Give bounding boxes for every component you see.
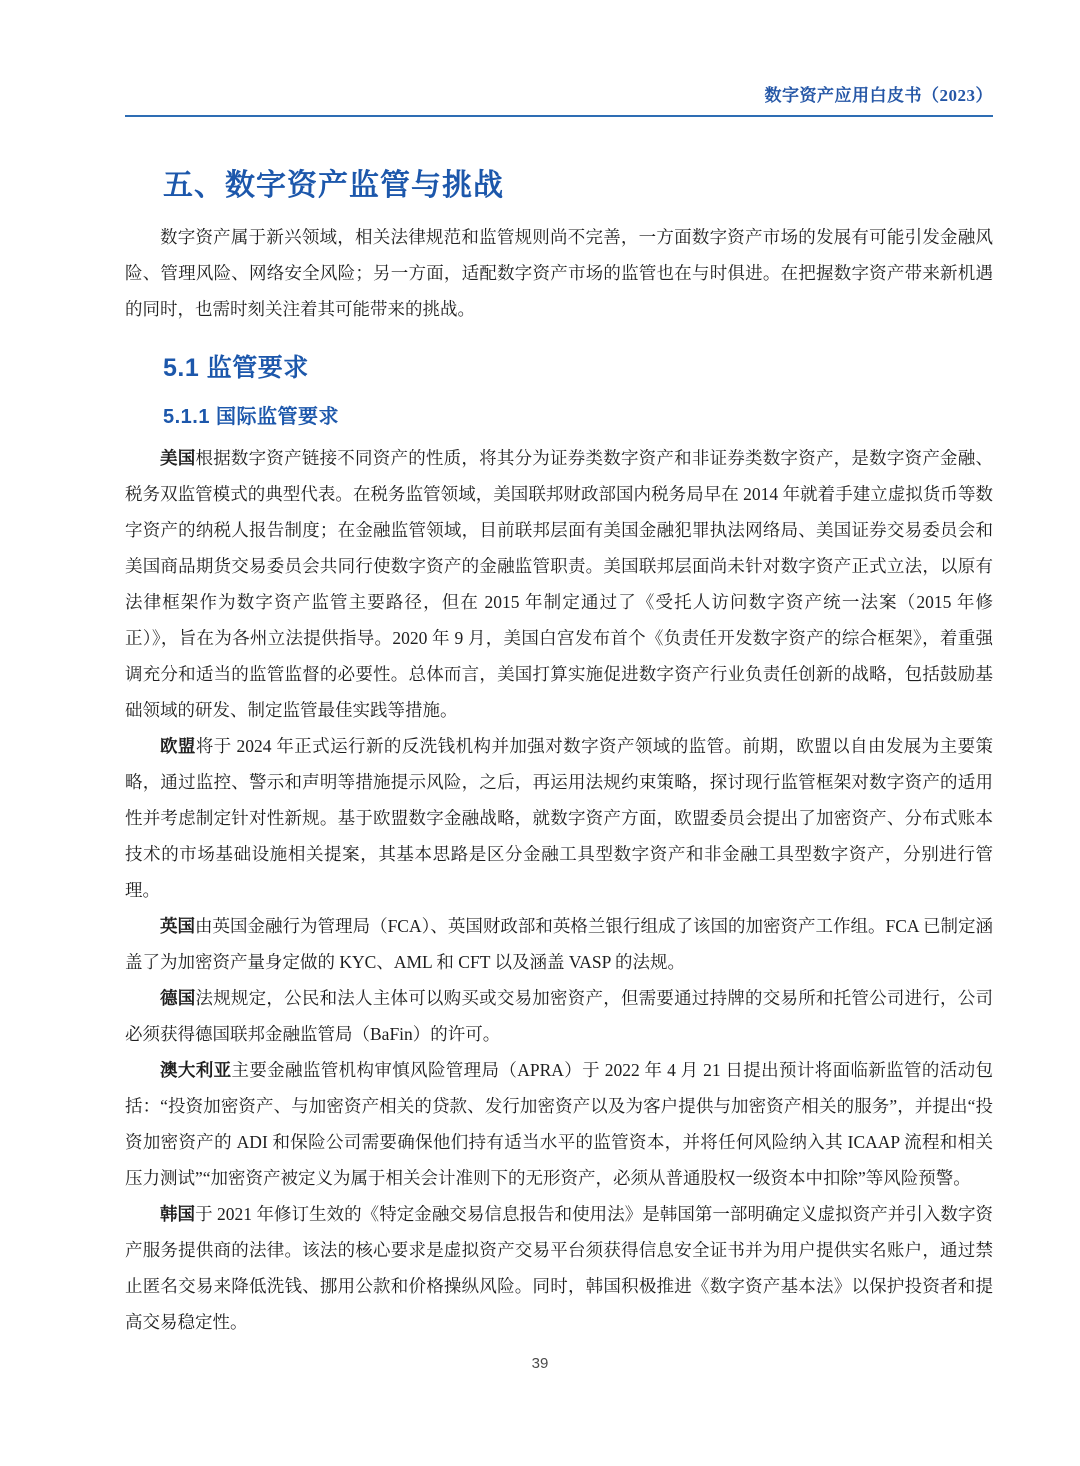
country-lead-australia: 澳大利亚 [160, 1060, 232, 1080]
country-lead-korea: 韩国 [160, 1204, 196, 1224]
paragraph-germany-text: 法规规定，公民和法人主体可以购买或交易加密资产，但需要通过持牌的交易所和托管公司进行，公司必须获得德国联邦金融监管局（BaFin）的许可。 [125, 988, 994, 1044]
paragraph-korea-text: 于 2021 年修订生效的《特定金融交易信息报告和使用法》是韩国第一部明确定义虚拟资产并引入数字资产服务提供商的法律。该法的核心要求是虚拟资产交易平台须获得信息安全证书并为用户提供实名账户，通过禁止匿名交易来降低洗钱、挪用公款和价格操纵风险。同时，韩国积极推进《数字资产基本法》以保护投资者和提高交易稳定性。 [125, 1204, 993, 1332]
country-lead-germany: 德国 [160, 988, 196, 1008]
chapter-heading: 五、数字资产监管与挑战 [163, 169, 504, 202]
paragraph-usa [125, 440, 993, 728]
country-lead-usa: 美国 [160, 448, 196, 468]
page-header-title: 数字资产应用白皮书（2023） [764, 86, 993, 105]
subsection-heading: 5.1.1 国际监管要求 [163, 406, 340, 428]
paragraph-eu-text: 将于 2024 年正式运行新的反洗钱机构并加强对数字资产领域的监管。前期，欧盟以自由发展为主要策略，通过监控、警示和声明等措施提示风险，之后，再运用法规约束策略，探讨现行监管框架对数字资产的适用性并考虑制定针对性新规。基于欧盟数字金融战略，就数字资产方面，欧盟委员会提出了加密资产、分布式账本技术的市场基础设施相关提案，其基本思路是区分金融工具型数字资产和非金融工具型数字资产，分别进行管理。 [125, 736, 994, 900]
paragraph-usa-text: 根据数字资产链接不同资产的性质，将其分为证券类数字资产和非证券类数字资产，是数字资产金融、税务双监管模式的典型代表。在税务监管领域，美国联邦财政部国内税务局早在 2014 年就着手建立虚拟货币等数字资产的纳税人报告制度；在金融监管领域，目前联邦层面有美国金融犯罪执法网络局、美国证券交易委员会和美国商品期货交易委员会共同行使数字资产的金融监管职责。美国联邦层面尚未针对数字资产正式立法，以原有法律框架作为数字资产监管主要路径，但在 2015 年制定通过了《受托人访问数字资产统一法案（2015 年修正）》，旨在为各州立法提供指导。2020 年 9 月，美国白宫发布首个《负责任开发数字资产的综合框架》，着重强调充分和适当的监管监督的必要性。总体而言，美国打算实施促进数字资产行业负责任创新的战略，包括鼓励基础领域的研发、制定监管最佳实践等措施。 [125, 448, 994, 720]
country-lead-uk: 英国 [160, 916, 196, 936]
country-lead-eu: 欧盟 [160, 736, 196, 756]
page-header [125, 86, 993, 117]
section-heading: 5.1 监管要求 [163, 354, 309, 382]
document-body [125, 169, 993, 1340]
paragraph-germany [125, 980, 993, 1052]
paragraph-australia [125, 1052, 993, 1196]
paragraph-uk-text: 由英国金融行为管理局（FCA）、英国财政部和英格兰银行组成了该国的加密资产工作组。FCA 已制定涵盖了为加密资产量身定做的 KYC、AML 和 CFT 以及涵盖 VASP 的法规。 [125, 916, 993, 972]
paragraph-korea [125, 1196, 993, 1340]
header-rule [125, 115, 993, 117]
paragraph-eu [125, 728, 993, 908]
paragraph-australia-text: 主要金融监管机构审慎风险管理局（APRA）于 2022 年 4 月 21 日提出预计将面临新监管的活动包括：“投资加密资产、与加密资产相关的贷款、发行加密资产以及为客户提供与加密资产相关的服务”，并提出“投资加密资产的 ADI 和保险公司需要确保他们持有适当水平的监管资本，并将任何风险纳入其 ICAAP 流程和相关压力测试”“加密资产被定义为属于相关会计准则下的无形资产，必须从普通股权一级资本中扣除”等风险预警。 [125, 1060, 993, 1188]
page-number: 39 [531, 1355, 549, 1372]
intro-paragraph: 数字资产属于新兴领域，相关法律规范和监管规则尚不完善，一方面数字资产市场的发展有可能引发金融风险、管理风险、网络安全风险；另一方面，适配数字资产市场的监管也在与时俱进。在把握数字资产带来新机遇的同时，也需时刻关注着其可能带来的挑战。 [125, 227, 993, 319]
paragraph-uk [125, 908, 993, 980]
